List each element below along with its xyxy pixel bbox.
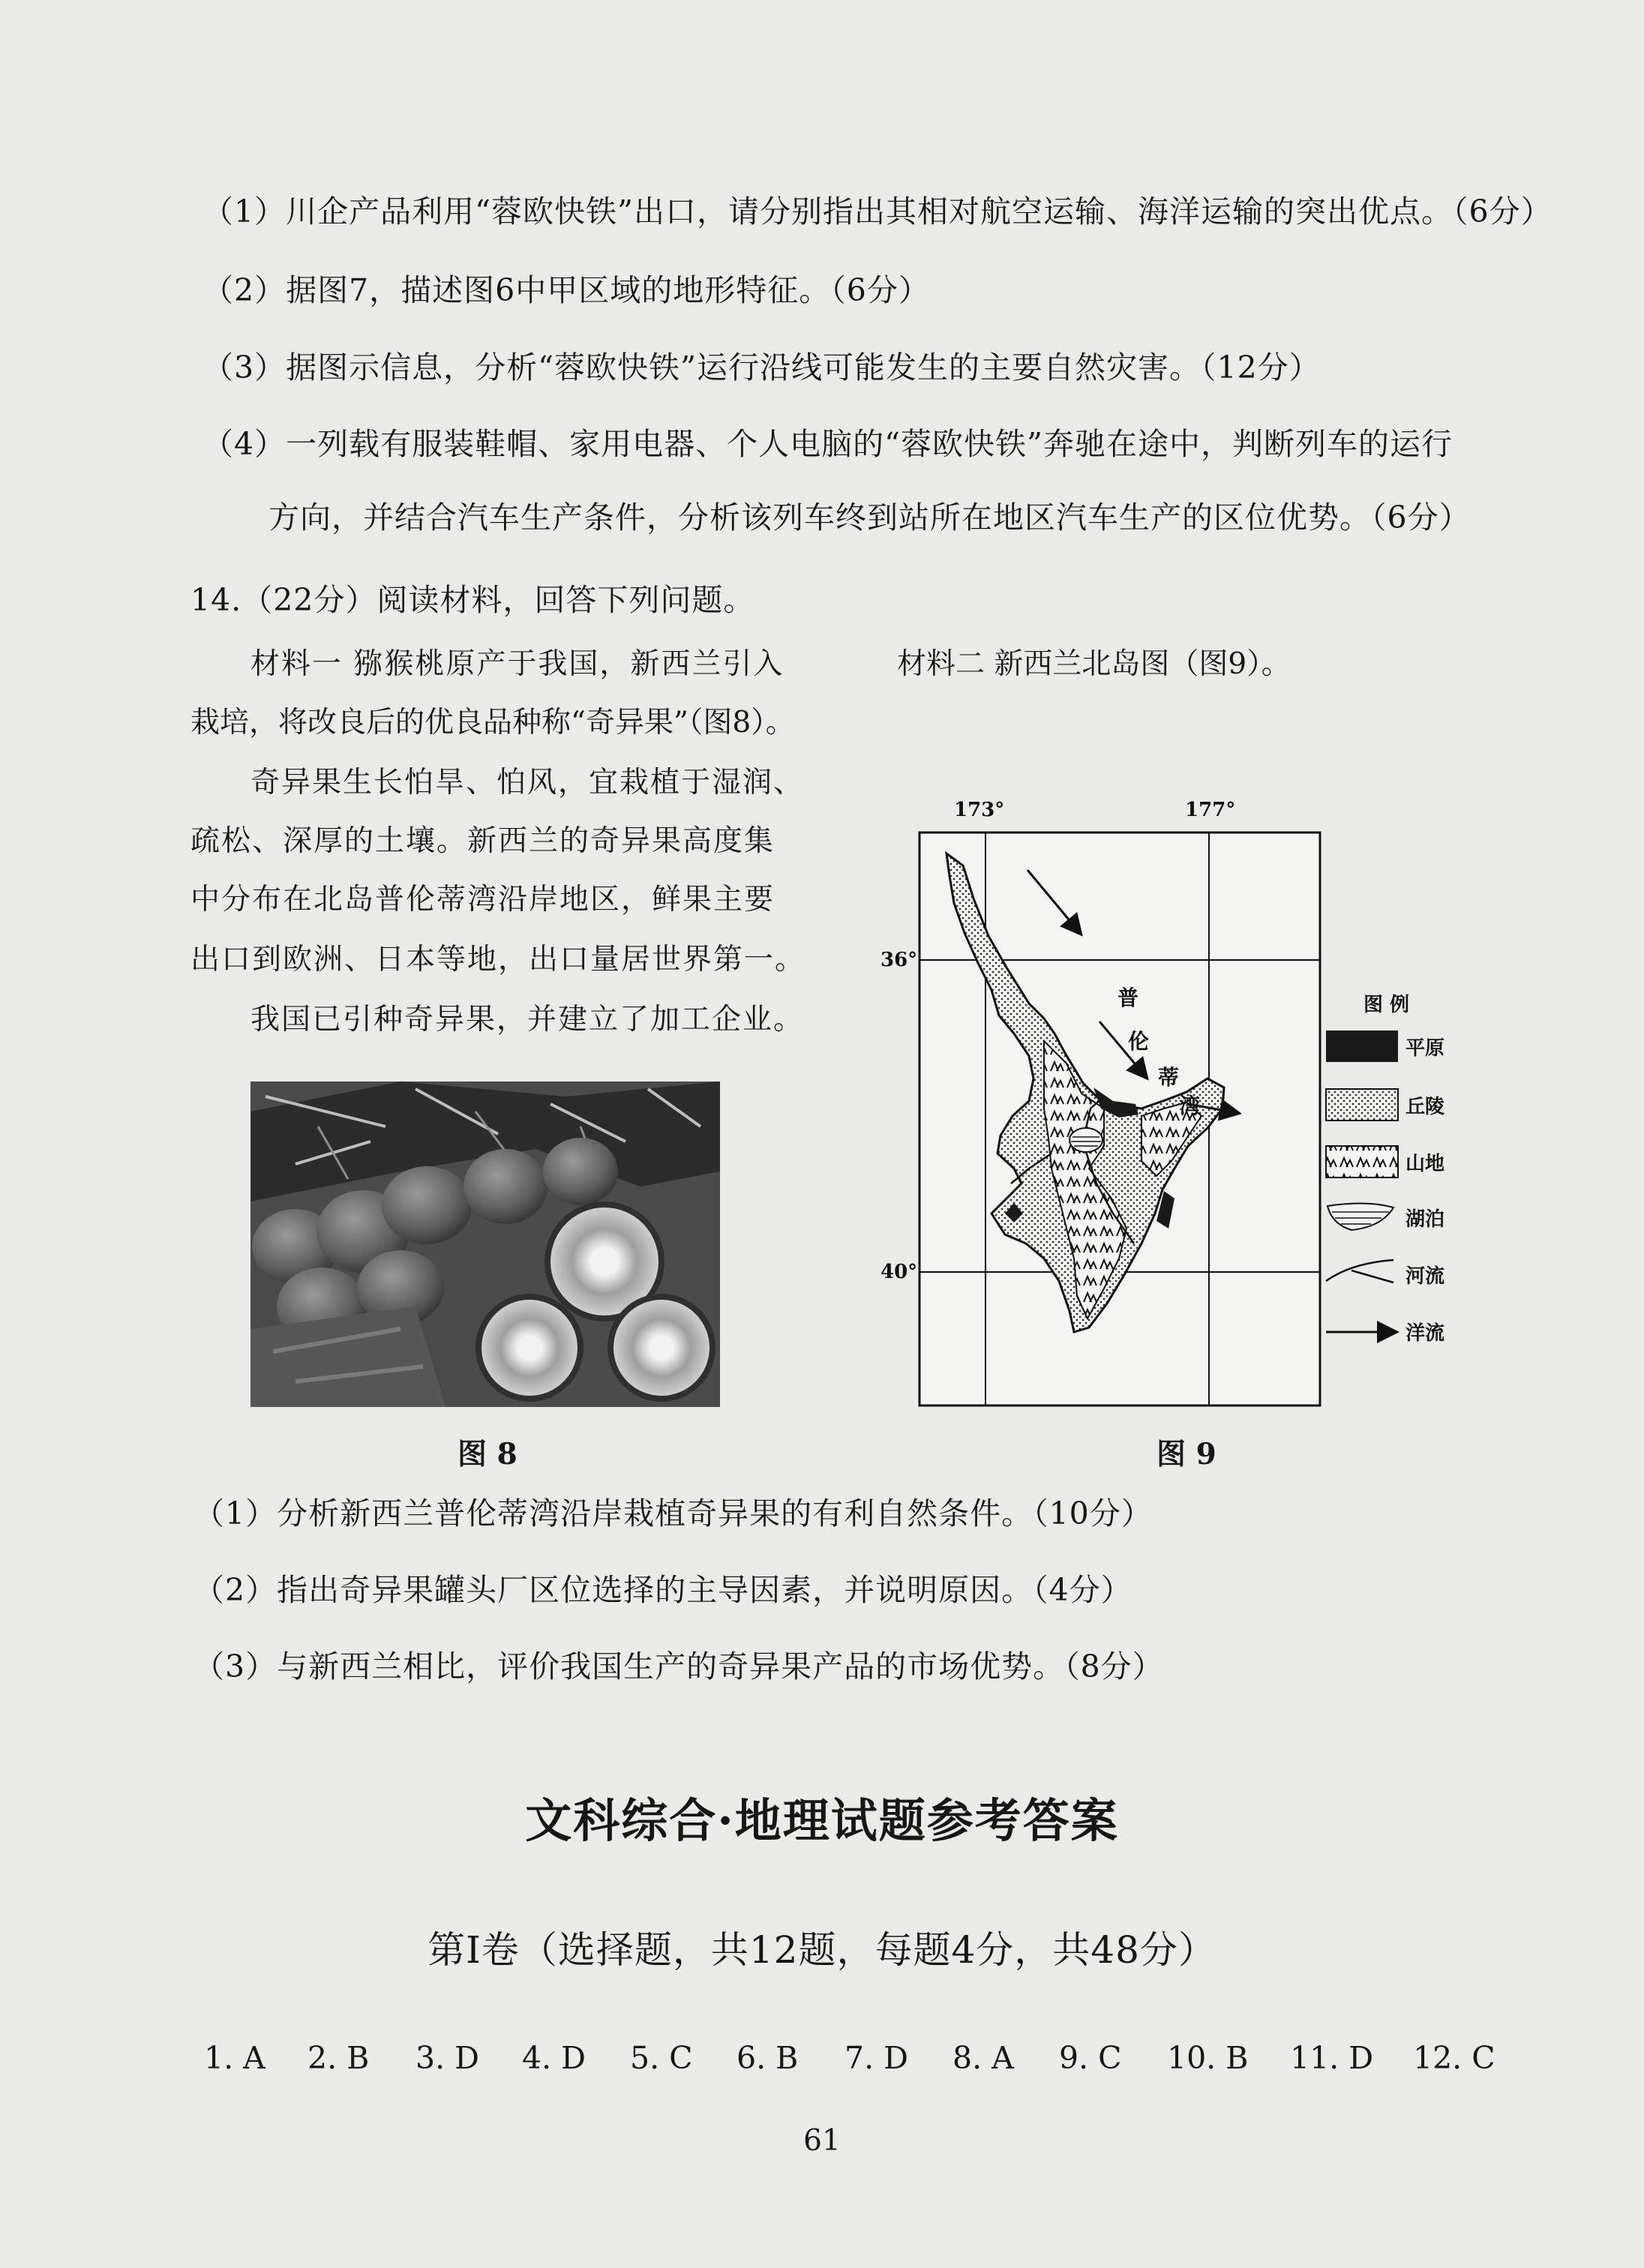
legend-item: 山地 [1406, 1153, 1445, 1175]
answer-item: 10. B [1167, 2040, 1249, 2076]
mountain-legend-swatch [1326, 1146, 1398, 1178]
plain-legend-swatch [1326, 1030, 1398, 1062]
answer-item: 4. D [522, 2040, 586, 2076]
legend-item: 河流 [1406, 1265, 1445, 1288]
map-legend [1322, 988, 1449, 1412]
kiwifruit-photo [250, 1082, 720, 1407]
material-1-line: 中分布在北岛普伦蒂湾沿岸地区，鲜果主要 [190, 883, 776, 916]
material-1-line: 我国已引种奇异果，并建立了加工企业。 [250, 1003, 805, 1036]
q13-subquestion-4: （4）一列载有服装鞋帽、家用电器、个人电脑的“蓉欧快铁”奔驰在途中，判断列车的运行 [202, 426, 1454, 462]
q14-subquestion-3: （3）与新西兰相比，评价我国生产的奇异果产品的市场优势。（8分） [194, 1648, 1164, 1684]
bay-label-char: 普 [1118, 986, 1139, 1010]
section-title: 第Ⅰ卷（选择题，共12题，每题4分，共48分） [428, 1928, 1216, 1972]
bay-label-char: 蒂 [1158, 1065, 1180, 1090]
legend-title: 图 例 [1364, 994, 1410, 1016]
lake-legend-swatch [1328, 1203, 1394, 1230]
answer-item: 3. D [416, 2040, 480, 2076]
answer-item: 1. A [204, 2040, 266, 2076]
answer-item: 5. C [630, 2040, 693, 2076]
longitude-label: 177° [1185, 799, 1236, 821]
legend-item: 丘陵 [1406, 1096, 1445, 1118]
material-1-line: 材料一 猕猴桃原产于我国，新西兰引入 [250, 647, 784, 681]
answer-item: 12. C [1413, 2040, 1496, 2076]
latitude-label: 36° [880, 949, 918, 971]
hill-legend-swatch [1326, 1089, 1398, 1120]
material-1-line: 奇异果生长怕旱、怕风，宜栽植于湿润、 [250, 766, 805, 800]
q14-subquestion-2: （2）指出奇异果罐头厂区位选择的主导因素，并说明原因。（4分） [194, 1572, 1132, 1608]
q13-subquestion-1: （1）川企产品利用“蓉欧快铁”出口，请分别指出其相对航空运输、海洋运输的突出优点。（6分） [202, 194, 1552, 230]
material-1-line: 出口到欧洲、日本等地，出口量居世界第一。 [190, 943, 806, 976]
latitude-label: 40° [880, 1261, 918, 1283]
legend-item: 平原 [1406, 1037, 1445, 1060]
material-1-line: 疏松、深厚的土壤。新西兰的奇异果高度集 [190, 824, 776, 858]
q13-subquestion-4-cont: 方向，并结合汽车生产条件，分析该列车终到站所在地区汽车生产的区位优势。（6分） [268, 500, 1471, 536]
answer-list [204, 2040, 1496, 2076]
legend-item: 洋流 [1406, 1322, 1445, 1345]
q14-subquestion-1: （1）分析新西兰普伦蒂湾沿岸栽植奇异果的有利自然条件。（10分） [194, 1496, 1153, 1532]
material-2-heading: 材料二 新西兰北岛图（图9）。 [897, 647, 1291, 681]
river-legend-symbol [1326, 1260, 1394, 1282]
legend-item: 湖泊 [1406, 1208, 1445, 1231]
answer-item: 7. D [844, 2040, 909, 2076]
answer-item: 8. A [952, 2040, 1014, 2076]
material-1-line: 栽培，将改良后的优良品种称“奇异果”（图8）。 [190, 706, 795, 740]
page-number: 61 [803, 2124, 841, 2158]
north-island-map [880, 794, 1336, 1408]
figure-9-caption: 图 9 [1156, 1437, 1216, 1472]
q13-subquestion-2: （2）据图7，描述图6中甲区域的地形特征。（6分） [202, 272, 930, 308]
answer-key-title: 文科综合·地理试题参考答案 [525, 1793, 1119, 1848]
q14-heading: 14.（22分）阅读材料，回答下列问题。 [190, 582, 755, 618]
answer-item: 6. B [736, 2040, 799, 2076]
figure-8-caption: 图 8 [458, 1437, 518, 1472]
q13-subquestion-3: （3）据图示信息，分析“蓉欧快铁”运行沿线可能发生的主要自然灾害。（12分） [202, 350, 1321, 386]
answer-item: 2. B [308, 2040, 370, 2076]
bay-label-char: 伦 [1128, 1029, 1150, 1054]
bay-label-char: 湾 [1179, 1094, 1201, 1118]
longitude-label: 173° [954, 799, 1005, 821]
answer-item: 11. D [1290, 2040, 1374, 2076]
answer-item: 9. C [1059, 2040, 1122, 2076]
